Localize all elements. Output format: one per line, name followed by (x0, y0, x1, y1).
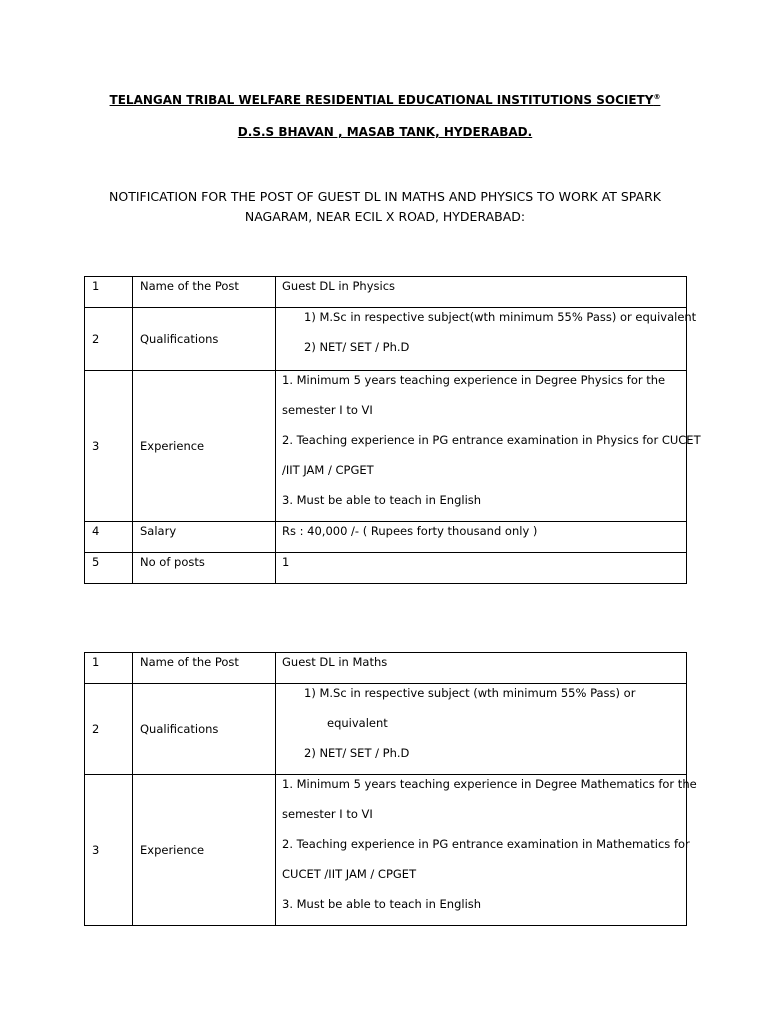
row-label: Qualifications (140, 332, 219, 346)
experience-line: semester I to VI (282, 403, 373, 417)
experience-line: 3. Must be able to teach in English (282, 493, 482, 507)
experience-line: CUCET /IIT JAM / CPGET (282, 867, 417, 881)
table-row (85, 653, 687, 684)
row-number: 1 (92, 279, 100, 293)
row-label: Name of the Post (140, 655, 239, 669)
row-label: Qualifications (140, 722, 219, 736)
table-row (85, 371, 687, 522)
row-number: 2 (92, 722, 100, 736)
posts-count-value: 1 (282, 555, 290, 569)
physics-post-table (84, 276, 701, 584)
table-row (85, 308, 687, 371)
experience-line: /IIT JAM / CPGET (282, 463, 374, 477)
notification-heading (100, 187, 670, 227)
table-row (85, 553, 687, 584)
experience-line: 2. Teaching experience in PG entrance examination in Physics for CUCET (282, 433, 701, 447)
society-name: TELANGAN TRIBAL WELFARE RESIDENTIAL EDUCATIONAL INSTITUTIONS SOCIETY (109, 93, 654, 107)
table-row (85, 775, 687, 926)
notification-line-1: NOTIFICATION FOR THE POST OF GUEST DL IN MATHS AND PHYSICS TO WORK AT SPARK (109, 189, 661, 204)
table-row (85, 277, 687, 308)
post-name-value: Guest DL in Physics (282, 279, 396, 293)
row-label: No of posts (140, 555, 205, 569)
row-label: Experience (140, 843, 205, 857)
registered-mark: ® (653, 93, 661, 101)
salary-value: Rs : 40,000 /- ( Rupees forty thousand only ) (282, 524, 538, 538)
qualification-item: 2) NET/ SET / Ph.D (304, 340, 410, 354)
row-number: 5 (92, 555, 100, 569)
row-label: Experience (140, 439, 205, 453)
experience-line: 2. Teaching experience in PG entrance examination in Mathematics for (282, 837, 690, 851)
society-title (0, 93, 770, 107)
experience-line: 1. Minimum 5 years teaching experience in Degree Physics for the (282, 373, 666, 387)
qualification-item: 1) M.Sc in respective subject(wth minimum 55% Pass) or equivalent (304, 310, 697, 324)
notification-line-2: NAGARAM, NEAR ECIL X ROAD, HYDERABAD: (244, 209, 526, 224)
experience-line: 1. Minimum 5 years teaching experience in Degree Mathematics for the (282, 777, 697, 791)
row-number: 1 (92, 655, 100, 669)
maths-post-table (84, 652, 697, 926)
table-row (85, 522, 687, 553)
row-number: 2 (92, 332, 100, 346)
row-number: 3 (92, 439, 100, 453)
qualification-item: 1) M.Sc in respective subject (wth minimum 55% Pass) or (304, 686, 636, 700)
experience-line: 3. Must be able to teach in English (282, 897, 482, 911)
row-label: Name of the Post (140, 279, 239, 293)
post-name-value: Guest DL in Maths (282, 655, 388, 669)
qualification-item: 2) NET/ SET / Ph.D (304, 746, 410, 760)
qualification-item: equivalent (327, 716, 388, 730)
row-number: 3 (92, 843, 100, 857)
row-label: Salary (140, 524, 177, 538)
table-row (85, 684, 687, 775)
row-number: 4 (92, 524, 100, 538)
society-address: D.S.S BHAVAN , MASAB TANK, HYDERABAD. (237, 125, 533, 139)
experience-line: semester I to VI (282, 807, 373, 821)
